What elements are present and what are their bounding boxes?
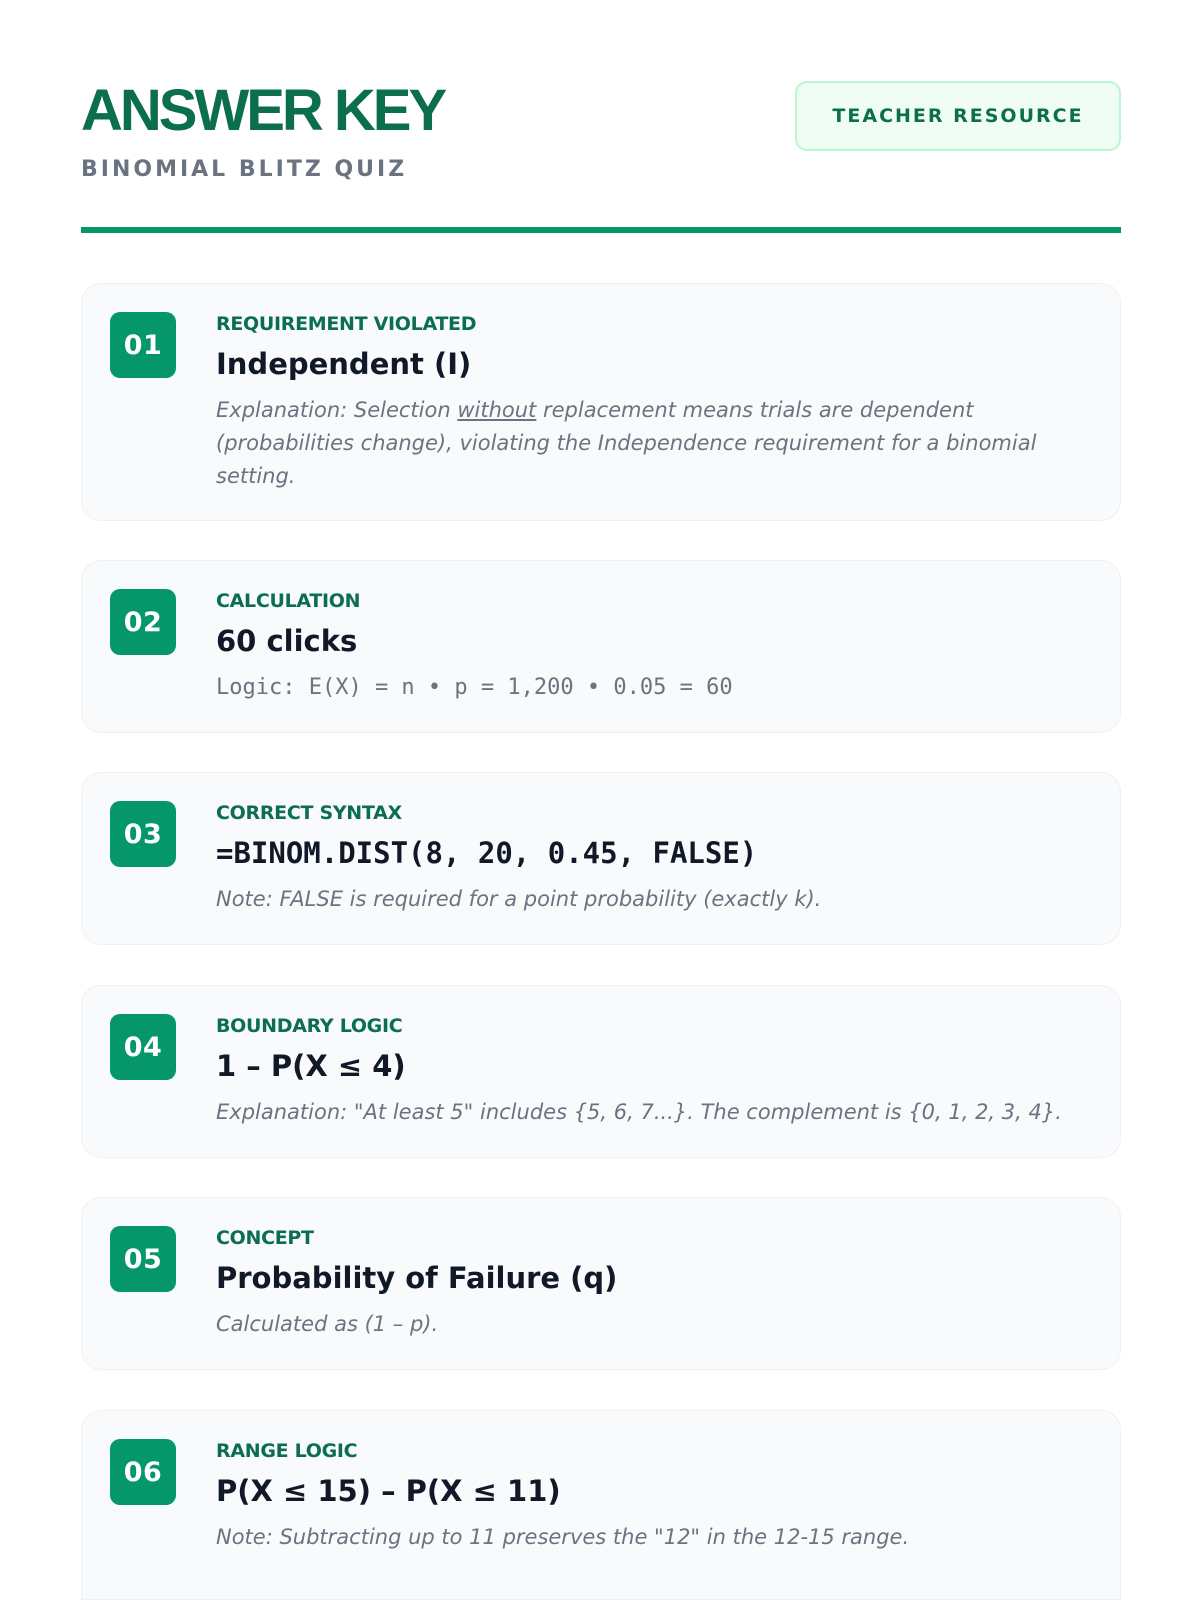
explanation-emphasis: without bbox=[457, 398, 537, 422]
page-subtitle: BINOMIAL BLITZ QUIZ bbox=[81, 157, 408, 182]
answer-card bbox=[81, 283, 1121, 521]
explanation-text: Explanation: Selection bbox=[216, 398, 458, 422]
header-divider bbox=[81, 227, 1121, 233]
answer-card bbox=[81, 985, 1121, 1158]
answer-note: Note: FALSE is required for a point probability (exactly k). bbox=[216, 887, 822, 911]
question-number-badge: 03 bbox=[110, 801, 176, 867]
explanation-text: replacement means trials are dependent (probabilities change), violating the Independence requirement for a binomial setting. bbox=[216, 398, 1037, 488]
question-number-badge: 06 bbox=[110, 1439, 176, 1505]
answer-text: 60 clicks bbox=[216, 624, 358, 658]
answer-content bbox=[216, 589, 1080, 704]
answer-text: P(X ≤ 15) – P(X ≤ 11) bbox=[216, 1474, 561, 1508]
answer-card bbox=[81, 1410, 1121, 1600]
answer-card bbox=[81, 772, 1121, 945]
page-title: ANSWER KEY bbox=[81, 78, 445, 143]
question-number-badge: 02 bbox=[110, 589, 176, 655]
answer-card bbox=[81, 1197, 1121, 1370]
answer-content bbox=[216, 312, 1080, 493]
question-number-badge: 01 bbox=[110, 312, 176, 378]
answer-category-label: REQUIREMENT VIOLATED bbox=[216, 313, 477, 335]
answer-text: 1 – P(X ≤ 4) bbox=[216, 1049, 406, 1083]
answer-category-label: CORRECT SYNTAX bbox=[216, 802, 402, 824]
answer-note: Calculated as (1 – p). bbox=[216, 1312, 439, 1336]
answer-text: Probability of Failure (q) bbox=[216, 1261, 618, 1295]
answer-logic: Logic: E(X) = n • p = 1,200 • 0.05 = 60 bbox=[216, 675, 733, 700]
answer-card bbox=[81, 560, 1121, 733]
answer-key-page bbox=[81, 0, 1121, 1549]
answer-category-label: CALCULATION bbox=[216, 590, 361, 612]
answer-explanation bbox=[216, 394, 1080, 493]
answer-category-label: CONCEPT bbox=[216, 1227, 314, 1249]
answer-category-label: BOUNDARY LOGIC bbox=[216, 1015, 403, 1037]
answer-note: Note: Subtracting up to 11 preserves the "12" in the 12-15 range. bbox=[216, 1525, 910, 1549]
answer-content bbox=[216, 1439, 1080, 1554]
header bbox=[81, 0, 1121, 230]
answer-formula: =BINOM.DIST(8, 20, 0.45, FALSE) bbox=[216, 836, 758, 870]
answer-text: Independent (I) bbox=[216, 347, 472, 381]
teacher-resource-badge: TEACHER RESOURCE bbox=[795, 81, 1121, 151]
answer-explanation: Explanation: "At least 5" includes {5, 6, 7...}. The complement is {0, 1, 2, 3, 4}. bbox=[216, 1100, 1062, 1124]
answer-content bbox=[216, 1226, 1080, 1341]
answer-category-label: RANGE LOGIC bbox=[216, 1440, 358, 1462]
answer-content bbox=[216, 801, 1080, 916]
question-number-badge: 04 bbox=[110, 1014, 176, 1080]
question-number-badge: 05 bbox=[110, 1226, 176, 1292]
answer-content bbox=[216, 1014, 1080, 1129]
